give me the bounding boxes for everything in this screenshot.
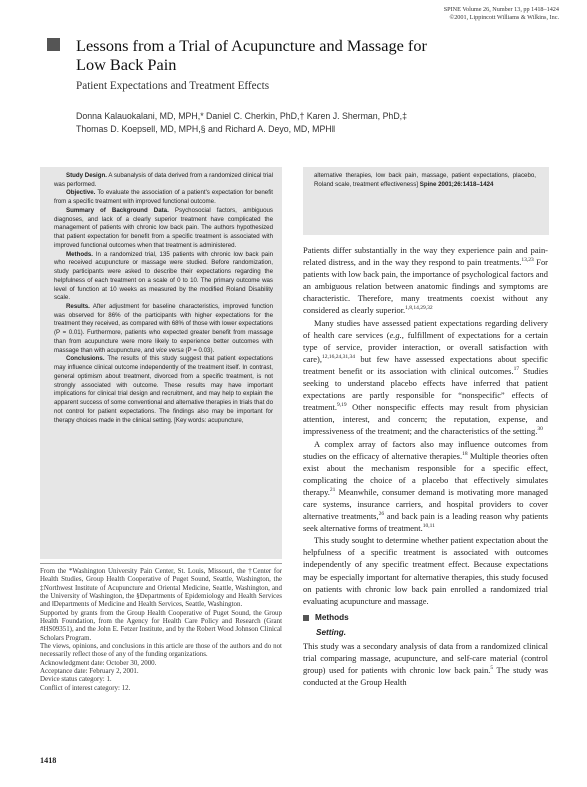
body-paragraph-4: This study sought to determine whether patient expectation about the helpfulness of a specific treatment is associated with outcomes independently of any specific treatment effect. Because expectations may be especially important for alternative therapies, this study focused on patients with chronic low back pain enrolled a randomized trial evaluating acupuncture and massage.: [303, 535, 548, 606]
author-list: [76, 110, 407, 135]
body-paragraph-5: This study was a secondary analysis of data from a randomized clinical trial comparing massage, acupuncture, and self-care material (control group) used for patients with chronic low back pain.$^5$ The study was conducted at the Group Health: [303, 641, 548, 688]
journal-header: [444, 6, 559, 21]
device-status: Device status category: 1.: [40, 675, 112, 684]
abstract-background: Summary of Background Data. Psychosocial factors, ambiguous diagnoses, and lack of a clearly superior treatment have complicated the management of patients with chronic low back pain. The authors hypothesized that patient expectation for benefit from a specific treatment is associated with improved functional outcomes when that treatment is administered.: [54, 206, 273, 249]
article-subtitle: Patient Expectations and Treatment Effects: [76, 80, 270, 92]
methods-heading: Methods: [303, 612, 548, 624]
affiliations-footnote: [40, 567, 282, 692]
abstract-keywords: alternative therapies, low back pain, massage, patient expectations, placebo, Roland scale, treatment effectiveness] Spine 2001;26:1418–1424: [314, 172, 536, 188]
copyright-line: ©2001, Lippincott Williams & Wilkins, Inc.: [449, 13, 559, 21]
title-line-2: Low Back Pain: [76, 54, 177, 74]
abstract-conclusions: Conclusions. The results of this study suggest that patient expectations may influence clinical outcome independently of the treatment itself. In contrast, general optimism about treatment, divorced from a specific treatment, is not strongly associated with outcome. These results may have important implications for clinical trial design and recruitment, and may help to explain the apparent success of some conventional and alternative therapies in trials that do not control for patient expectations. The findings also may be important for therapy choices made in the clinical setting. [Key words: acupuncture,: [54, 355, 273, 424]
authors-line-2: Thomas D. Koepsell, MD, MPH,§ and Richard A. Deyo, MD, MPH‖: [76, 123, 336, 134]
views-paragraph: The views, opinions, and conclusions in this article are those of the authors and do not necessarily reflect those of any of the funding organizations.: [40, 642, 282, 659]
abstract-objective: Objective. To evaluate the association of a patient's expectation for benefit from a specific treatment with improved functional outcome.: [54, 189, 273, 206]
footnote-divider: [40, 563, 282, 564]
body-text-column: [303, 244, 548, 688]
support-paragraph: Supported by grants from the Group Health Cooperative of Puget Sound, the Group Health Foundation, from the Agency for Health Care Policy and Research (Grant #HS09351), and the John E. Fetzer Institute, and by the Robert Wood Johnson Clinical Scholars Program.: [40, 608, 282, 642]
abstract-citation: Spine 2001;26:1418–1424: [419, 180, 494, 188]
acknowledgment-date: Acknowledgment date: October 30, 2000.: [40, 658, 157, 667]
setting-subheading: Setting.: [316, 627, 347, 637]
page-number: 1418: [40, 756, 57, 765]
body-paragraph-1: Patients differ substantially in the way they experience pain and pain-related distress, and in the way they respond to pain treatments.$^{13,23}$ For patients with low back pain, the importance of psychological factors and an ambiguous relation between anatomic findings and symptoms are characteristic. Therefore, many treatments coexist without any considered as clearly superior.$^{1,8,14,29,32}$: [303, 245, 548, 316]
abstract-text: [54, 172, 273, 425]
authors-line-1: Donna Kalauokalani, MD, MPH,* Daniel C. Cherkin, PhD,† Karen J. Sherman, PhD,‡: [76, 111, 408, 121]
article-title: [76, 37, 546, 74]
affiliation-paragraph: From the *Washington University Pain Center, St. Louis, Missouri, the †Center for Health Studies, Group Health Cooperative of Puget Sound, Seattle, Washington, the ‡Northwest Institute of Acupuncture and Oriental Medicine, Seattle, Washington, and the University of Washington, the §Departments of Epidemiology and Health Services and ‖Departments of Medicine and Health Services, Seattle, Washington.: [40, 567, 282, 609]
title-line-1: Lessons from a Trial of Acupuncture and Massage for: [76, 36, 427, 55]
abstract-methods: Methods. In a randomized trial, 135 patients with chronic low back pain who received acupuncture or massage were studied. Before randomization, study participants were asked to describe their expectations regarding the helpfulness of each treatment on a scale of 0 to 10. The primary outcome was level of function at 10 weeks as measured by the modified Roland Disability scale.: [54, 250, 273, 302]
acceptance-date: Acceptance date: February 2, 2001.: [40, 667, 139, 676]
body-paragraph-3: A complex array of factors also may influence outcomes from studies on the efficacy of alternative therapies.$^{18}$ Multiple theories often exist about the mechanism responsible for a specific effect, complicating the choice of a placebo that effectively simulates therapy.$^{21}$ Meanwhile, consumer demand is motivating more managed care systems, insurance carriers, and hospital providers to cover alternative treatments,$^{26}$ and back pain is a leading reason why patients seek alternative forms of treatment.$^{10,11}$: [303, 438, 549, 534]
section-square-icon: [303, 615, 309, 621]
conflict-of-interest: Conflict of interest category: 12.: [40, 683, 131, 692]
body-paragraph-2: Many studies have assessed patient expectations regarding delivery of health care services (e.g., fulfillment of expectations for a certain type of service, provider interaction, or overall satisfaction with care),$^{12,16,24,31,34}$ but few have assessed expectations about specific treatment benefit or its association with clinical outcomes.$^{17}$ Studies seeking to understand placebo effects have inferred that patient expectations are partly responsible for “nonspecific” effects of treatment.$^{9,19}$ Other nonspecific effects may result from physician attention, interest, and concern; the reputation, expense, and impressiveness of the treatment; and the characteristics of the setting.$^{30}$: [303, 317, 548, 437]
abstract-results: Results. After adjustment for baseline characteristics, improved function was observed for 86% of the participants with higher expectations for the treatment they received, as compared with 68% of those with lower expectations (P = 0.01). Furthermore, patients who expected greater benefit from massage than from acupuncture were more likely to experience better outcomes with massage than with acupuncture, and vice versa (P = 0.03).: [54, 303, 273, 354]
journal-citation-line: SPINE Volume 26, Number 13, pp 1418–1424: [443, 6, 559, 13]
abstract-study-design: Study Design. A subanalysis of data derived from a randomized clinical trial was performed.: [54, 172, 274, 188]
title-accent-square: [47, 38, 60, 51]
